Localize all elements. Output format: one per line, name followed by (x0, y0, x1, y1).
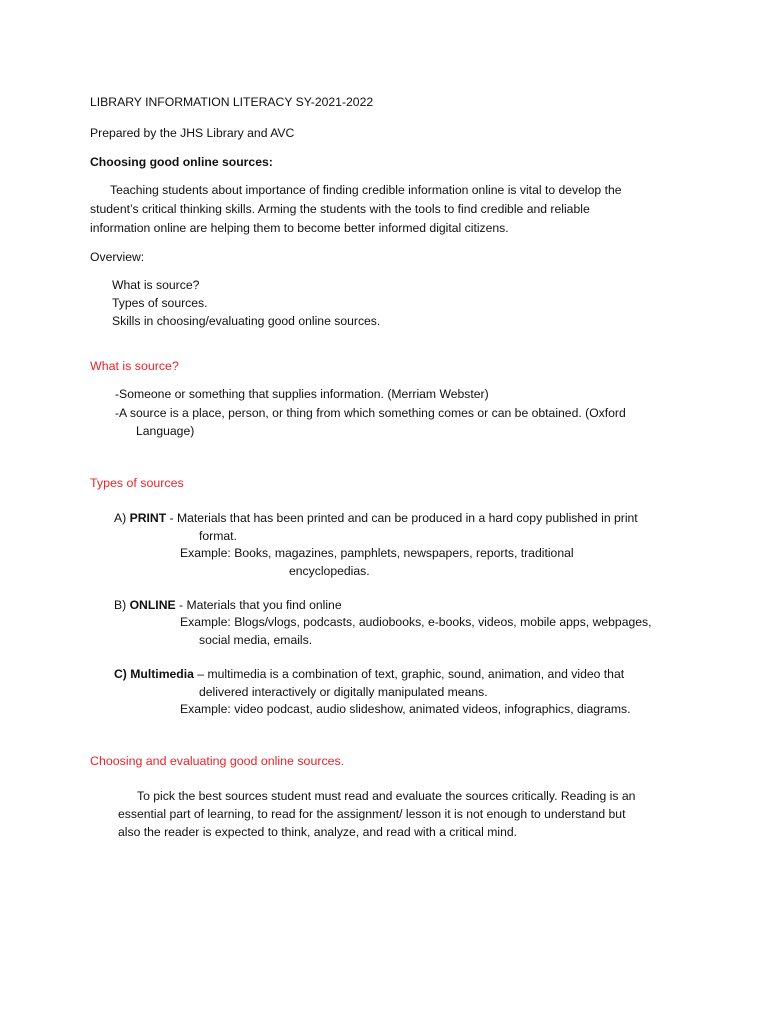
type-multimedia-line-1 (114, 666, 624, 682)
type-multimedia-description: – multimedia is a combination of text, graphic, sound, animation, and video that (193, 667, 625, 681)
type-print-example-cont: encyclopedias. (289, 564, 370, 578)
type-online-description: - Materials that you find online (175, 598, 342, 612)
type-print-label: PRINT (129, 511, 167, 525)
type-multimedia-description-cont: delivered interactively or digitally manipulated means. (199, 685, 488, 699)
type-multimedia-example: Example: video podcast, audio slideshow, animated videos, infographics, diagrams. (180, 702, 631, 716)
overview-label: Overview: (90, 250, 145, 264)
intro-line-1: Teaching students about importance of finding credible information online is vital to develop the (110, 183, 622, 197)
type-print-line-1 (114, 510, 638, 526)
type-print-description: - Materials that has been printed and can be produced in a hard copy published in print (166, 511, 638, 525)
section-heading-types: Types of sources (90, 476, 184, 490)
choosing-line: also the reader is expected to think, analyze, and read with a critical mind. (118, 825, 518, 839)
type-online-label: ONLINE (129, 598, 176, 612)
type-print-example: Example: Books, magazines, pamphlets, newspapers, reports, traditional (180, 546, 574, 560)
definition-line: Language) (136, 424, 195, 438)
section-heading-choosing: Choosing and evaluating good online sources. (90, 754, 345, 768)
choosing-line: To pick the best sources student must read and evaluate the sources critically. Reading is an (137, 789, 636, 803)
type-print-description-cont: format. (199, 529, 237, 543)
type-online-example: Example: Blogs/vlogs, podcasts, audiobooks, e-books, videos, mobile apps, webpages, (180, 615, 652, 629)
definition-line: -A source is a place, person, or thing from which something comes or can be obtained. (Oxford (115, 406, 626, 420)
type-online-letter: B) (114, 598, 127, 612)
type-online-example-cont: social media, emails. (199, 633, 313, 647)
document-title: LIBRARY INFORMATION LITERACY SY-2021-2022 (90, 95, 374, 109)
overview-item: What is source? (112, 278, 200, 292)
type-multimedia-letter: C) (114, 667, 127, 681)
type-multimedia-label: Multimedia (130, 667, 194, 681)
type-print-letter: A) (114, 511, 127, 525)
intro-line-3: information online are helping them to become better informed digital citizens. (90, 221, 509, 235)
definition-line: -Someone or something that supplies information. (Merriam Webster) (115, 387, 489, 401)
overview-item: Skills in choosing/evaluating good online sources. (112, 314, 381, 328)
overview-item: Types of sources. (112, 296, 208, 310)
section-heading-what-is-source: What is source? (90, 359, 179, 373)
intro-line-2: student’s critical thinking skills. Arming the students with the tools to find credible and reliable (90, 202, 590, 216)
choosing-line: essential part of learning, to read for the assignment/ lesson it is not enough to understand but (118, 807, 626, 821)
type-online-line-1 (114, 597, 342, 613)
prepared-by: Prepared by the JHS Library and AVC (90, 126, 295, 140)
subject-heading: Choosing good online sources: (90, 155, 273, 169)
